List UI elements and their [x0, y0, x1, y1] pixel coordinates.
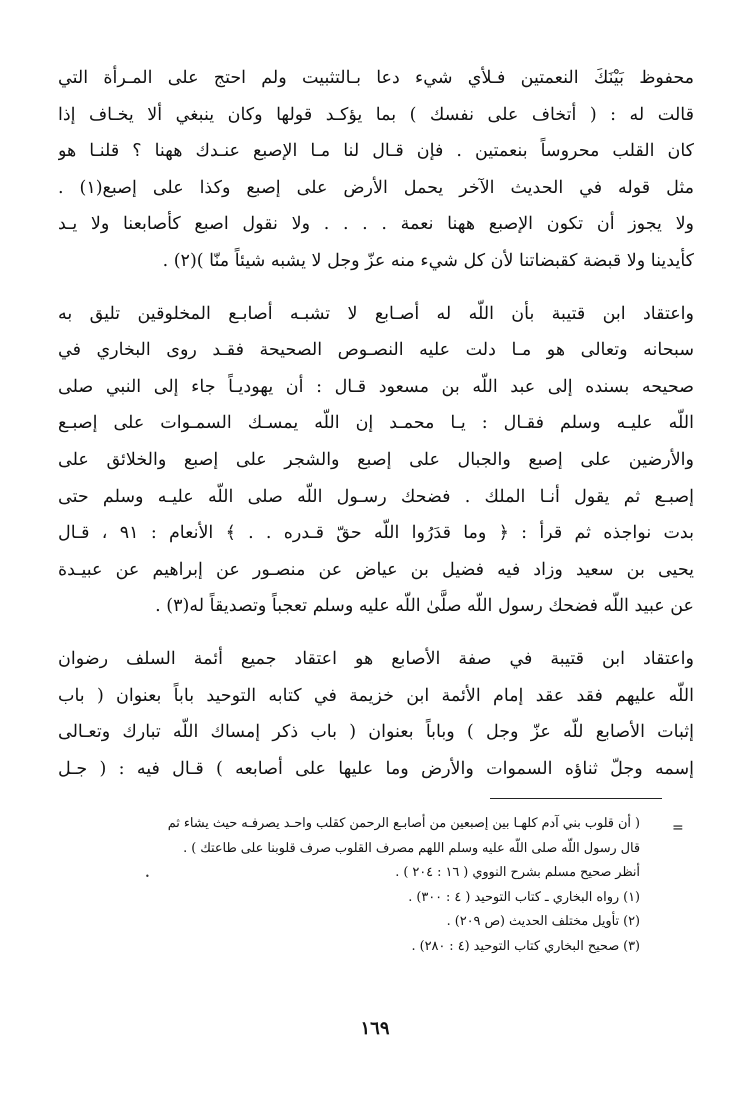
text-line: يحيى بن سعيد وزاد فيه فضيل بن عياض عن منصـور عن إبراهيم عن عبيـدة [58, 559, 694, 580]
footnote-3: (٣) صحيح البخاري كتاب التوحيد (٤ : ٢٨٠) . [411, 938, 640, 954]
footnotes [100, 812, 640, 959]
text-line: سبحانه وتعالى هو مـا دلت عليه النصـوص الصحيحة فقـد روى البخاري في [58, 340, 694, 361]
text-line: واعتقاد ابن قتيبة بأن اللّه له أصـابع لا تشبـه أصابـع المخلوقين تليق به [58, 303, 694, 324]
text-line: كان القلب محروساً بنعمتين . فإن قـال لنا مـا الإصبع عنـدك ههنا ؟ قلنـا هو [58, 141, 694, 162]
text-line: مثل قوله في الحديث الآخر يحمل الأرض على إصبع وكذا على إصبع(١) . [58, 177, 694, 198]
footnote-continuation-mark: = [672, 820, 684, 836]
text-line: قالت له : ( أتخاف على نفسك ) بما يؤكـد قولها وكان ينبغي ألا يخـاف إذا [58, 104, 694, 125]
footnote-2: (٢) تأويل مختلف الحديث (ص ٢٠٩) . [446, 914, 640, 929]
text-line: محفوظ بَيْنَكَ النعمتين فـلأي شيء دعا بـالتثبيت ولم احتج على المـرأة التي [58, 68, 694, 88]
paragraph-3 [58, 641, 694, 787]
footnote-line: أنظر صحيح مسلم بشرح النووي ( ١٦ : ٢٠٤ ) . [395, 865, 640, 880]
text-line: اللّه عليـه وسلم فقـال : يـا محمـد إن اللّه يمسـك السمـوات على إصبـع [58, 413, 694, 434]
footnote-separator [490, 798, 662, 799]
text-line: إثبات الأصابع للّه عزّ وجل ) وباباً بعنوان ( باب ذكر إمساك اللّه تبارك وتعـالى [58, 722, 694, 743]
text-line: والأرضين على إصبع والجبال على إصبع والشجر على إصبع والخلائق على [58, 449, 694, 470]
text-line: صحيحه بسنده إلى عبد اللّه بن مسعود قـال : أن يهوديـاً جاء إلى النبي صلى [58, 376, 694, 397]
text-line: إسمه وجلّ ثناؤه السموات والأرض وما عليها على أصابعه ) قـال فيه : ( جـل [58, 758, 694, 779]
scan-speck: • [145, 872, 150, 881]
text-line: إصبـع ثم يقول أنـا الملك . فضحك رسـول اللّه صلى اللّه عليـه وسلم حتى [58, 486, 694, 507]
text-line: عن عبيد اللّه فضحك رسول اللّه صلَّىٰ اللّه عليه وسلم تعجباً وتصديقاً له(٣) . [155, 596, 694, 617]
footnote-line: قال رسول اللّه صلى اللّه عليه وسلم اللهم مصرف القلوب صرف قلوبنا على طاعتك ) . [183, 840, 640, 856]
text-line: كأيدينا ولا قبضة كقبضاتنا لأن كل شيء منه عزّ وجل لا يشبه شيئاً منّا )(٢) . [162, 250, 694, 271]
footnote-line: ( أن قلوب بني آدم كلهـا بين إصبعين من أصابـع الرحمن كقلب واحـد يصرفـه حيث يشاء ثم [167, 816, 640, 831]
text-line: بدت نواجذه ثم قرأ : ﴿ وما قدَرُوا اللّه حقّ قـدره . . ﴾ الأنعام : ٩١ ، قـال [58, 523, 694, 544]
paragraph-2 [58, 296, 694, 625]
text-line: واعتقاد ابن قتيبة في صفة الأصابع هو اعتقاد جميع أئمة السلف رضوان [58, 648, 694, 669]
main-text [58, 60, 694, 803]
text-line: ولا يجوز أن تكون الإصبع ههنا نعمة . . . . ولا نقول اصبع كأصابعنا ولا يـد [58, 214, 694, 235]
page-number: ١٦٩ [360, 1018, 390, 1039]
text-line: اللّه عليهم فقد عقد إمام الأئمة ابن خزيمة في كتابه التوحيد باباً بعنوان ( باب [58, 685, 694, 706]
footnote-1: (١) رواه البخاري ـ كتاب التوحيد ( ٤ : ٣٠٠) . [408, 889, 640, 905]
paragraph-1 [58, 60, 694, 280]
